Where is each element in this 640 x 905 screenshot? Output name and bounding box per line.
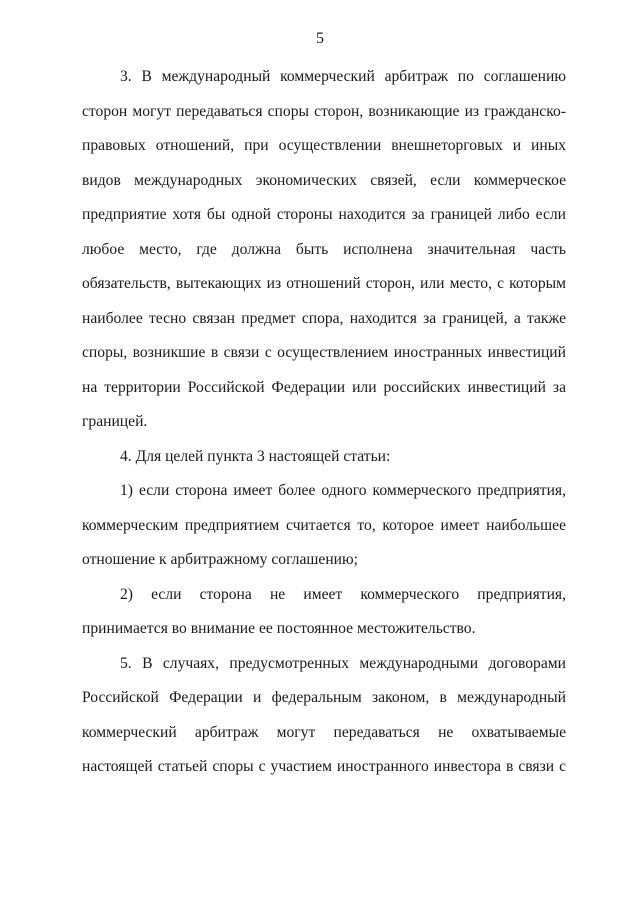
paragraph-3: 3. В международный коммерческий арбитраж по соглашению сторон могут передаваться споры сторон, возникающие из гражданско-правовых отношений, при осуществлении внешнеторговых и иных видов международных экономических связей, если коммерческое предприятие хотя бы одной стороны находится за границей либо если любое место, где должна быть исполнена значительная часть обязательств, вытекающих из отношений сторон, или место, с которым наиболее тесно связан предмет спора, находится за границей, а также споры, возникшие в связи с осуществлением иностранных инвестиций на территории Российской Федерации или российских инвестиций за границей. [82, 68, 566, 430]
paragraph-5: 5. В случаях, предусмотренных международными договорами Российской Федерации и федеральным законом, в международный коммерческий арбитраж могут передаваться не охватываемые настоящей статьей споры с участием иностранного инвестора в связи с [82, 654, 566, 775]
page-number: 5 [316, 30, 324, 47]
subparagraph-2: 2) если сторона не имеет коммерческого предприятия, принимается во внимание ее постоянное местожительство. [82, 585, 566, 637]
document-body [82, 60, 566, 785]
subparagraph-1: 1) если сторона имеет более одного коммерческого предприятия, коммерческим предприятием считается то, которое имеет наибольшее отношение к арбитражному соглашению; [82, 482, 566, 568]
paragraph-4: 4. Для целей пункта 3 настоящей статьи: [120, 447, 391, 465]
